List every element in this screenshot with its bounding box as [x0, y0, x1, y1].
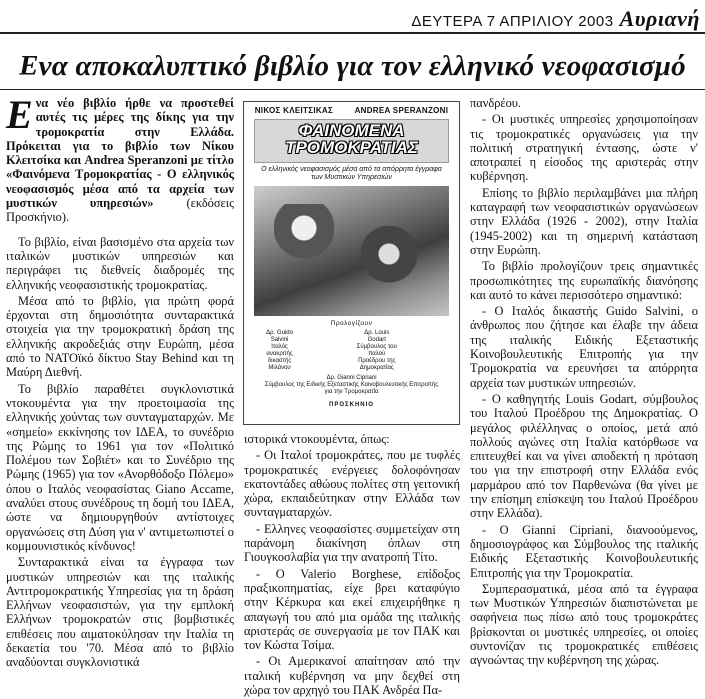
- book-prologue-label: Προλογίζουν: [330, 320, 373, 327]
- person-name: Δρ. Gianni Cipriani: [326, 375, 377, 381]
- paragraph: Συμπερασματικά, μέσα από τα έγγραφα των Μυστικών Υπηρεσιών διαπιστώνεται με σαφήνεια πως πίσω από τους τρομοκράτες βρίσκονται οι μυστικές υπηρεσίες, οι οποίες συντονίζαν τις τρομοκρατικές επιθέσεις αγνοώντας την κυβέρνηση της χώρας.: [470, 581, 698, 668]
- book-prologue-person: [355, 330, 445, 372]
- paragraph: Μέσα από το βιβλίο, για πρώτη φορά έρχονται στη δημοσιότητα συνταρακτικά στοιχεία για την τρομοκρατική δράση της ελληνικής ακροδεξιάς στην Ευρώπη, μέσα από το ΝΑΤΟϊκό δίκτυο Stay Behind και τη Μαύρη Διεθνή.: [6, 293, 234, 380]
- lead-publisher: (εκδόσεις Προσκήνιο).: [6, 196, 234, 225]
- top-rule: [0, 32, 705, 34]
- paragraph: Συνταρακτικά είναι τα έγγραφα των μυστικών υπηρεσιών και της ιταλικής Αντιτρομοκρατικής Υπηρεσίας για τη δράση Ελλήνων νεοφασιστών, για την εμπλοκή Ελλήνων τρομοκρατών στις βομβιστικές επιθέσεις που αιματοκύλησαν την Ιταλία τη δεκαετία του '70. Μέσα από το βιβλίο αναδύονται συγκλονιστικά: [6, 555, 234, 670]
- person-role: Σύμβουλος του Ιταλού Προέδρου της Δημοκρατίας: [356, 344, 397, 371]
- paragraph: Επίσης το βιβλίο περιλαμβάνει μια πλήρη καταγραφή των νεοφασιστικών οργανώσεων στην Ελλάδα (1926 - 2002), στην Ιταλία (1945-2002) και τη σημερινή κατάσταση στην Ευρώπη.: [470, 185, 698, 257]
- book-prologue-person: [264, 375, 439, 396]
- book-authors: [244, 106, 459, 115]
- book-publisher-logo: ΠΡΟΣΚΗΝΙΟ: [329, 402, 374, 408]
- book-cover-image: [243, 101, 460, 425]
- article-headline: Ενα αποκαλυπτικό βιβλίο για τον ελληνικό νεοφασισμό: [19, 50, 686, 82]
- paragraph: - Ο Ιταλός δικαστής Guido Salvini, ο άνθρωπος που ζήτησε και έλαβε την άδεια της ιταλικής Ειδικής Εξεταστικής Κοινοβουλευτικής Επιτροπής για την Τρομοκρατία να ερευνήσει τα απόρρητα αρχεία των μυστικών υπηρεσιών.: [470, 304, 698, 390]
- person-role: Ιταλός ανακριτής δικαστής Μιλάνου: [266, 344, 293, 371]
- paragraph: Το βιβλίο, είναι βασισμένο στα αρχεία των ιταλικών μυστικών υπηρεσιών και περιγράφει τις διεθνείς διαδρομές της ελληνικής νεοφασιστικής τρομοκρατίας.: [6, 234, 234, 292]
- book-title-line: ΦΑΙΝΟΜΕΝΑ: [298, 121, 405, 140]
- book-prologue-authors: [258, 330, 445, 372]
- paragraph: - Οι Αμερικανοί απαίτησαν από την ιταλική κυβέρνηση να μην δεχθεί στη χώρα τον αρχηγό του ΠΑΚ Ανδρέα Πα-: [244, 654, 460, 698]
- lead-paragraph: [6, 92, 234, 225]
- person-name: Δρ. Louis Godart: [364, 330, 390, 343]
- lead-text: να νέο βιβλίο ήρθε να προστεθεί αυτές τις μέρες της δίκης για την τρομοκρατία στην Ελλάδα. Πρόκειται για το βιβλίο των Νίκου Κλειτσίκα και Andrea Speranzoni με τίτλο «Φαινόμενα Τρομοκρατίας - Ο ελληνικός νεοφασισμός μέσα από τα αρχεία των μυστικών υπηρεσιών»: [6, 96, 234, 211]
- book-title-line: ΤΡΟΜΟΚΡΑΤΙΑΣ: [285, 138, 418, 157]
- paragraph: - Ο καθηγητής Louis Godart, σύμβουλος του Ιταλού Προέδρου της Δημοκρατίας. Ο μεγάλος φιλέλληνας ο οποίος, μετά από πολλούς αγώνες στη Ιταλία κατόρθωσε να επιτευχθεί και να γίνει αποδεκτή η πρόταση του για την επιστροφή στην Ελλάδα ενός μαρμάρου από τον Παρθενώνα (θα γίνει με την επίσημη επίσκεψη του Ιταλού Προέδρου στην Ελλάδα).: [470, 391, 698, 521]
- paragraph: - Ελληνες νεοφασίστες συμμετείχαν στη παράνομη διακίνηση όπλων στη Γιουγκοσλαβία για την ανατροπή Τίτο.: [244, 521, 460, 565]
- date-text: ΔΕΥΤΕΡΑ 7 ΑΠΡΙΛΙΟΥ 2003: [411, 13, 614, 30]
- paragraph: Το βιβλίο παραθέτει συγκλονιστικά ντοκουμέντα για την προετοιμασία της ελληνικής χούντας των συνταγματαρχών. Με «σημείο» εκκίνησης τον ΙΔΕΑ, το συνέδριο της Ρώμης το 1961 για τον «Πολιτικό Πολέμου των Σοβιέτ» και το Συνέδριο της Ρώμης (1965) για τον «Ανορθόδοξο Πόλεμο» όπου ο Ιταλός νεοφασίστας Giano Accame, αναλύει στους συνέδρους τη δομή του ΙΔΕΑ, ώστε να δημιουργηθούν αντίστοιχες οργανώσεις στη Δύση για ν' αντιμετωπιστεί ο κομμουνιστικός κίνδυνος!: [6, 381, 234, 553]
- person-role: Σύμβουλος της Ειδικής Εξεταστικής Κοινοβουλευτικής Επιτροπής για την Τρομοκρατία: [264, 382, 439, 395]
- newspaper-name: Αυριανή: [619, 6, 700, 31]
- column-3: [470, 96, 698, 696]
- book-subtitle: Ο ελληνικός νεοφασισμός μέσα από τα απόρρητα έγγραφα των Μυστικών Υπηρεσιών: [261, 166, 442, 181]
- paragraph: - Οι Ιταλοί τρομοκράτες, που με τυφλές τρομοκρατικές ενέργειες δολοφόνησαν εκατοντάδες αθώους πολίτες στη γειτονική χώρα, εκπαιδεύτηκαν στην Ελλάδα των συνταγματαρχών.: [244, 448, 460, 520]
- headline-rule: [0, 89, 705, 90]
- book-author: ANDREA SPERANZONI: [354, 106, 449, 115]
- paragraph: Το βιβλίο προλογίζουν τρεις σημαντικές προσωπικότητες της ευρωπαϊκής διανόησης και αυτό το κάνει περισσότερο σημαντικό:: [470, 259, 698, 302]
- column-2: [244, 432, 460, 696]
- book-title-band: [254, 119, 449, 163]
- paragraph: - Ο Gianni Cipriani, διανοούμενος, δημοσιογράφος και Σύμβουλος της ιταλικής Ειδικής Εξεταστικής Κοινοβουλευτικής Επιτροπής για την Τρομοκρατία.: [470, 522, 698, 580]
- paragraph: πανδρέου.: [470, 96, 522, 110]
- drop-cap: Ε: [6, 92, 33, 137]
- column-1: [6, 92, 234, 696]
- person-name: Δρ. Guido Salvini: [266, 330, 293, 343]
- book-cover-photo: [254, 186, 449, 316]
- paragraph: - Ο Valerio Borghese, επίδοξος πραξικοπηματίας, είχε βρει καταφύγιο στην Κέρκυρα και εκεί επιχειρήθηκε η απαγωγή του από μια ομάδα της ιταλικής αριστεράς σε συνεργασία με τον ΠΑΚ και τον Κώστα Τσίμα.: [244, 566, 460, 653]
- book-author: ΝΙΚΟΣ ΚΛΕΙΤΣΙΚΑΣ: [254, 106, 334, 115]
- paragraph: - Οι μυστικές υπηρεσίες χρησιμοποίησαν τις τρομοκρατικές οργανώσεις για την πολιτική στρατηγική έντασης, ώστε ν' αποτραπεί η είσοδος της αριστεράς στην κυβέρνηση.: [470, 112, 698, 184]
- book-title: [255, 122, 448, 156]
- dateline: [370, 6, 700, 31]
- paragraph: ιστορικά ντοκουμέντα, όπως:: [244, 432, 390, 446]
- book-prologue-person: [258, 330, 348, 372]
